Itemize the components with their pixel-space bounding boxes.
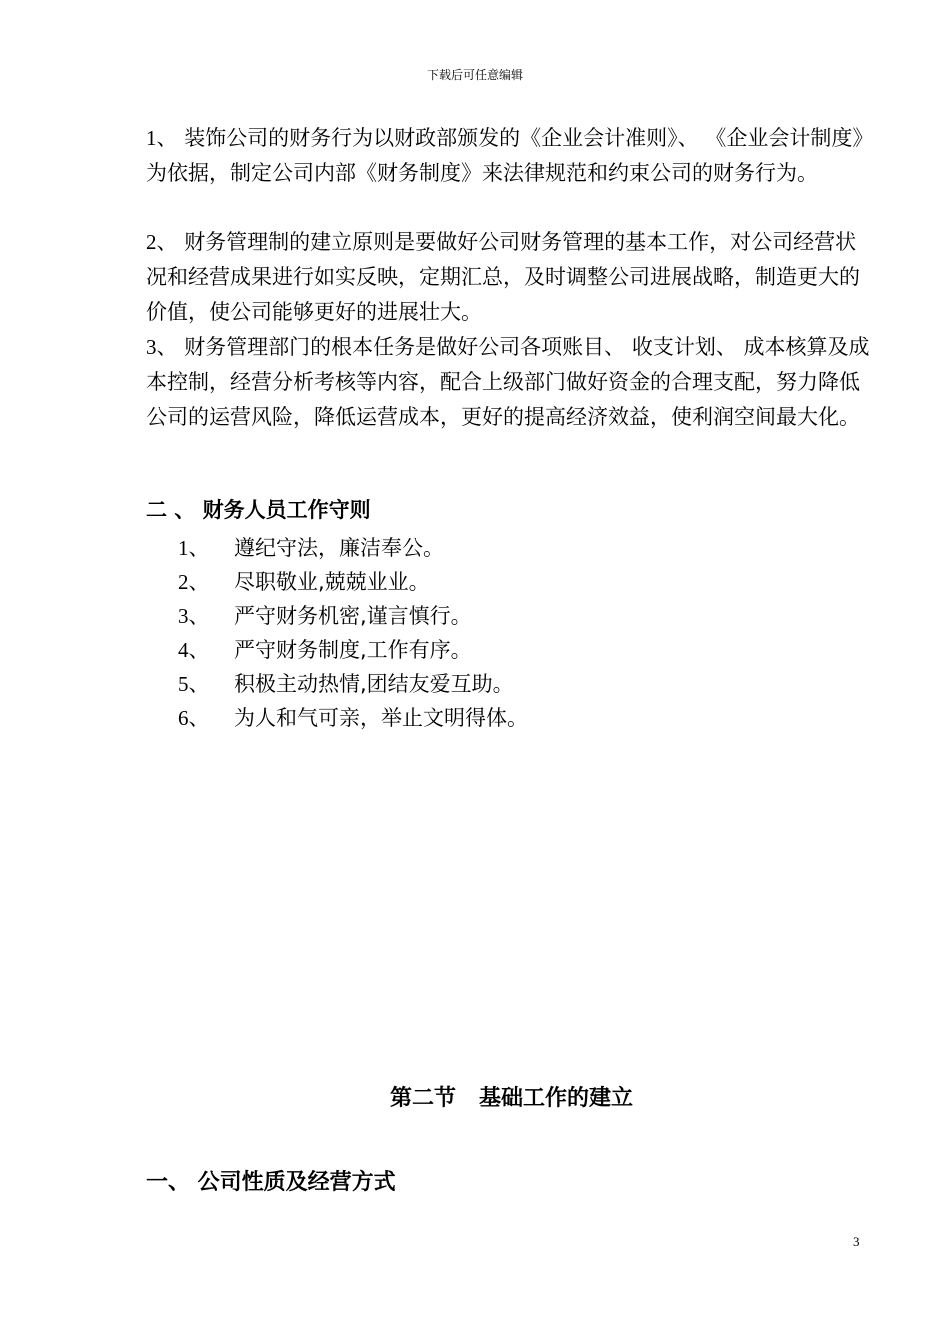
paragraph-number: 1、 (146, 126, 178, 150)
paragraph-3 (146, 330, 872, 435)
list-item (178, 633, 528, 667)
list-item-number: 5、 (178, 672, 210, 696)
list-item-text: 积极主动热情,团结友爱互助。 (234, 672, 514, 696)
paragraph-number: 2、 (146, 230, 178, 254)
list-item (178, 565, 528, 599)
list-item-text: 严守财务机密,谨言慎行。 (234, 604, 472, 628)
list-item (178, 701, 528, 735)
header-note: 下载后可任意编辑 (426, 68, 523, 82)
list-item-number: 6、 (178, 706, 210, 730)
list-item-number: 3、 (178, 604, 210, 628)
list-item-text: 严守财务制度,工作有序。 (234, 638, 472, 662)
list-item-number: 2、 (178, 570, 210, 594)
list-item-text: 为人和气可亲，举止文明得体。 (234, 706, 528, 730)
chapter-title: 第二节 基础工作的建立 (390, 1086, 633, 1111)
paragraph-1 (146, 121, 872, 191)
list-item (178, 599, 528, 633)
staff-rules-list (178, 531, 528, 735)
list-item (178, 531, 528, 565)
list-item-text: 尽职敬业,兢兢业业。 (234, 570, 430, 594)
list-item-number: 1、 (178, 536, 210, 560)
paragraph-number: 3、 (146, 335, 178, 359)
list-item (178, 667, 528, 701)
paragraph-text: 财务管理部门的根本任务是做好公司各项账目、 收支计划、 成本核算及成本控制，经营分析考核等内容，配合上级部门做好资金的合理支配，努力降低公司的运营风险，降低运营成本，更好的提高经济效益，使利润空间最大化。 (146, 335, 870, 429)
list-item-number: 4、 (178, 638, 210, 662)
paragraph-text: 装饰公司的财务行为以财政部颁发的《企业会计准则》、 《企业会计制度》为依据，制定公司内部《财务制度》来法律规范和约束公司的财务行为。 (146, 126, 863, 185)
paragraph-2 (146, 225, 872, 330)
paragraph-text: 财务管理制的建立原则是要做好公司财务管理的基本工作，对公司经营状况和经营成果进行如实反映，定期汇总，及时调整公司进展战略，制造更大的价值，使公司能够更好的进展壮大。 (146, 230, 860, 324)
section-heading-company-nature: 一、 公司性质及经营方式 (146, 1170, 396, 1195)
page-number: 3 (853, 1234, 860, 1249)
list-item-text: 遵纪守法，廉洁奉公。 (234, 536, 444, 560)
section-heading-staff-rules: 二 、 财务人员工作守则 (146, 498, 371, 522)
